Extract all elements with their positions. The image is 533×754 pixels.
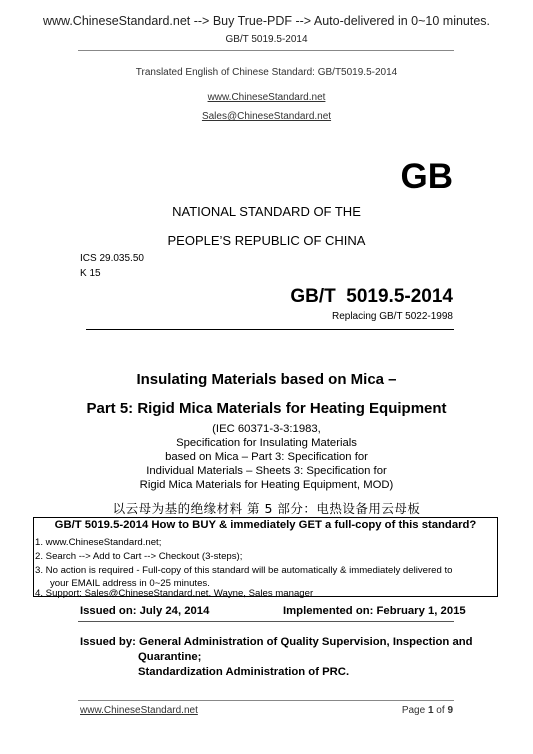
email-link[interactable]: Sales@ChineseStandard.net xyxy=(201,111,332,122)
buy-step-1[interactable]: 1. www.ChineseStandard.net; xyxy=(35,537,162,548)
dates-divider xyxy=(78,621,454,622)
gb-logo: GB xyxy=(400,157,453,196)
buy-step-3: 3. No action is required - Full-copy of this standard will be automatically & immediately delivered to xyxy=(35,565,453,576)
buy-step-3-continued: your EMAIL address in 0~25 minutes. xyxy=(50,578,210,589)
issuer-line-1: Issued by: General Administration of Quality Supervision, Inspection and xyxy=(80,636,473,648)
translated-note: Translated English of Chinese Standard: GB/T5019.5-2014 xyxy=(135,67,398,78)
page-current: 1 xyxy=(427,705,434,716)
header-divider xyxy=(78,50,454,51)
document-subtitle: Part 5: Rigid Mica Materials for Heating Equipment xyxy=(86,400,447,417)
footer-divider xyxy=(78,700,454,701)
ics-code: ICS 29.035.50 xyxy=(80,253,144,264)
title-divider xyxy=(86,329,454,330)
banner-standard-code: GB/T 5019.5-2014 xyxy=(225,34,308,45)
iec-reference-line: Individual Materials – Sheets 3: Specification for xyxy=(146,465,387,477)
buy-step-2: 2. Search --> Add to Cart --> Checkout (3-steps); xyxy=(35,551,243,562)
iec-reference-line: based on Mica – Part 3: Specification for xyxy=(165,451,368,463)
replacing-note: Replacing GB/T 5022-1998 xyxy=(331,311,453,322)
country-line: PEOPLE’S REPUBLIC OF CHINA xyxy=(167,233,366,248)
banner-tagline: www.ChineseStandard.net --> Buy True-PDF --> Auto-delivered in 0~10 minutes. xyxy=(42,14,491,28)
k-code: K 15 xyxy=(80,268,101,279)
page-total: 9 xyxy=(447,705,453,716)
chinese-title: 以云母为基的绝缘材料 第 5 部分：电热设备用云母板 xyxy=(112,501,421,516)
iec-reference-line: Specification for Insulating Materials xyxy=(176,437,357,449)
page-indicator xyxy=(402,705,453,716)
website-link[interactable]: www.ChineseStandard.net xyxy=(207,92,326,103)
buy-box-title: GB/T 5019.5-2014 How to BUY & immediately GET a full-copy of this standard? xyxy=(54,519,477,531)
implemented-date: Implemented on: February 1, 2015 xyxy=(283,605,466,617)
page-of: of xyxy=(433,705,448,716)
buy-step-4[interactable]: 4. Support: Sales@ChineseStandard.net. Wayne, Sales manager xyxy=(35,588,314,599)
footer-website-link[interactable]: www.ChineseStandard.net xyxy=(80,705,198,716)
issuer-line-2: Quarantine; xyxy=(138,651,202,663)
website-link-row xyxy=(0,87,533,105)
page-prefix: Page xyxy=(401,705,428,716)
national-standard-line: NATIONAL STANDARD OF THE xyxy=(172,204,361,219)
document-title: Insulating Materials based on Mica – xyxy=(136,371,397,388)
email-link-row xyxy=(0,106,533,124)
issuer-line-3: Standardization Administration of PRC. xyxy=(138,666,350,678)
issued-date: Issued on: July 24, 2014 xyxy=(80,605,210,617)
standard-number: GB/T 5019.5-2014 xyxy=(290,286,453,307)
iec-reference-line: Rigid Mica Materials for Heating Equipment, MOD) xyxy=(139,479,394,491)
iec-reference-line: (IEC 60371-3-3:1983, xyxy=(212,423,321,435)
